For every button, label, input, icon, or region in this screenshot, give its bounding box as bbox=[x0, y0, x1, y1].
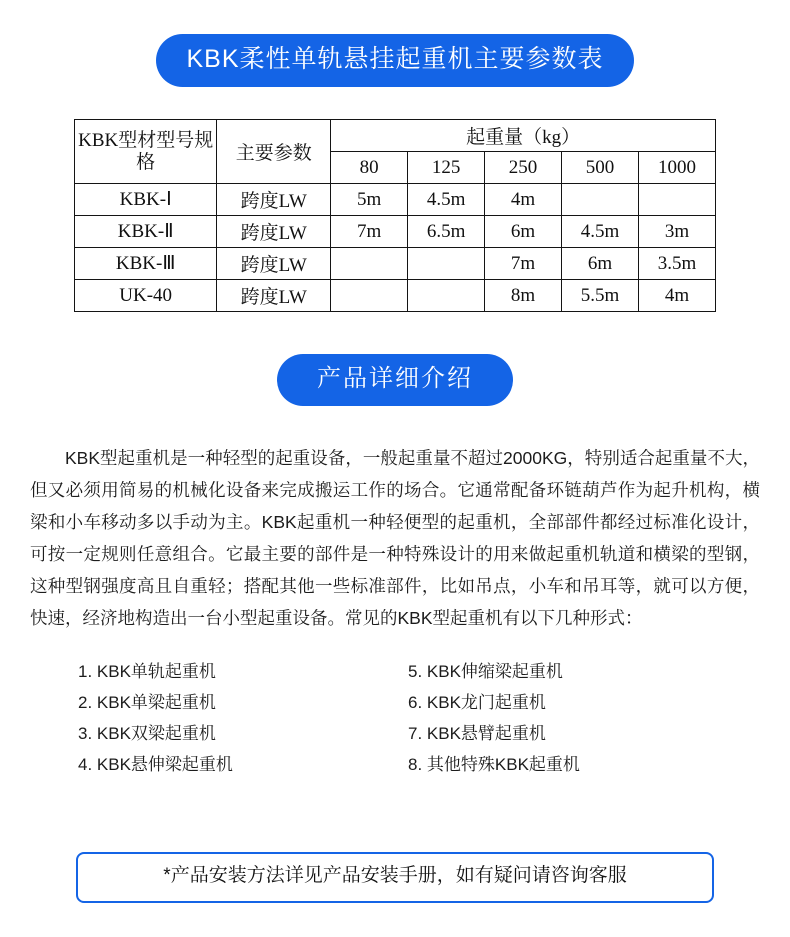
header-capacity-250: 250 bbox=[485, 152, 562, 184]
row-value bbox=[562, 184, 639, 216]
row-value: 3.5m bbox=[638, 248, 715, 280]
table-row bbox=[75, 184, 716, 216]
row-value: 6.5m bbox=[408, 216, 485, 248]
header-capacity-group: 起重量（kg） bbox=[331, 120, 716, 152]
header-main-param: 主要参数 bbox=[217, 120, 331, 184]
row-value: 4.5m bbox=[562, 216, 639, 248]
list-column-left bbox=[78, 656, 408, 780]
table-row bbox=[75, 280, 716, 312]
list-item: 2. KBK单梁起重机 bbox=[78, 693, 216, 712]
header-capacity-125: 125 bbox=[408, 152, 485, 184]
row-param: 跨度LW bbox=[217, 248, 331, 280]
row-value: 4m bbox=[638, 280, 715, 312]
footer-note: *产品安装方法详见产品安装手册，如有疑问请咨询客服 bbox=[76, 852, 714, 903]
row-value bbox=[408, 280, 485, 312]
list-column-right bbox=[408, 656, 738, 780]
row-value bbox=[638, 184, 715, 216]
page-title: KBK柔性单轨悬挂起重机主要参数表 bbox=[156, 34, 633, 87]
crane-type-list bbox=[0, 656, 790, 780]
row-value: 7m bbox=[331, 216, 408, 248]
list-item: 4. KBK悬伸梁起重机 bbox=[78, 755, 233, 774]
row-value bbox=[331, 280, 408, 312]
list-item: 5. KBK伸缩梁起重机 bbox=[408, 662, 563, 681]
header-model-spec: KBK型材型号规格 bbox=[75, 120, 217, 184]
header-capacity-1000: 1000 bbox=[638, 152, 715, 184]
list-item: 8. 其他特殊KBK起重机 bbox=[408, 755, 580, 774]
table-row bbox=[75, 248, 716, 280]
footer-note-container bbox=[76, 852, 714, 903]
section-pill-container bbox=[0, 354, 790, 406]
header-capacity-80: 80 bbox=[331, 152, 408, 184]
table-row bbox=[75, 216, 716, 248]
row-value: 5m bbox=[331, 184, 408, 216]
row-model: KBK-Ⅲ bbox=[75, 248, 217, 280]
row-value: 5.5m bbox=[562, 280, 639, 312]
parameter-table-container bbox=[74, 119, 716, 312]
row-value bbox=[331, 248, 408, 280]
list-item: 3. KBK双梁起重机 bbox=[78, 724, 216, 743]
row-model: UK-40 bbox=[75, 280, 217, 312]
list-item: 1. KBK单轨起重机 bbox=[78, 662, 216, 681]
row-param: 跨度LW bbox=[217, 184, 331, 216]
row-param: 跨度LW bbox=[217, 280, 331, 312]
row-value: 4m bbox=[485, 184, 562, 216]
section-title: 产品详细介绍 bbox=[277, 354, 513, 406]
list-item: 6. KBK龙门起重机 bbox=[408, 693, 546, 712]
row-value: 8m bbox=[485, 280, 562, 312]
table-header-row-1 bbox=[75, 120, 716, 152]
row-value: 7m bbox=[485, 248, 562, 280]
row-model: KBK-Ⅰ bbox=[75, 184, 217, 216]
list-item: 7. KBK悬臂起重机 bbox=[408, 724, 546, 743]
parameter-table bbox=[74, 119, 716, 312]
row-value: 4.5m bbox=[408, 184, 485, 216]
row-value: 6m bbox=[562, 248, 639, 280]
row-param: 跨度LW bbox=[217, 216, 331, 248]
row-value: 6m bbox=[485, 216, 562, 248]
row-model: KBK-Ⅱ bbox=[75, 216, 217, 248]
row-value: 3m bbox=[638, 216, 715, 248]
body-paragraph: KBK型起重机是一种轻型的起重设备，一般起重量不超过2000KG，特别适合起重量不大，但又必须用简易的机械化设备来完成搬运工作的场合。它通常配备环链葫芦作为起升机构，横梁和小车移动多以手动为主。KBK起重机一种轻便型的起重机，全部部件都经过标准化设计，可按一定规则任意组合。它最主要的部件是一种特殊设计的用来做起重机轨道和横梁的型钢，这种型钢强度高且自重轻；搭配其他一些标准部件，比如吊点，小车和吊耳等，就可以方便，快速，经济地构造出一台小型起重设备。常见的KBK型起重机有以下几种形式： bbox=[30, 448, 760, 628]
header-capacity-500: 500 bbox=[562, 152, 639, 184]
row-value bbox=[408, 248, 485, 280]
title-banner-container bbox=[0, 34, 790, 87]
